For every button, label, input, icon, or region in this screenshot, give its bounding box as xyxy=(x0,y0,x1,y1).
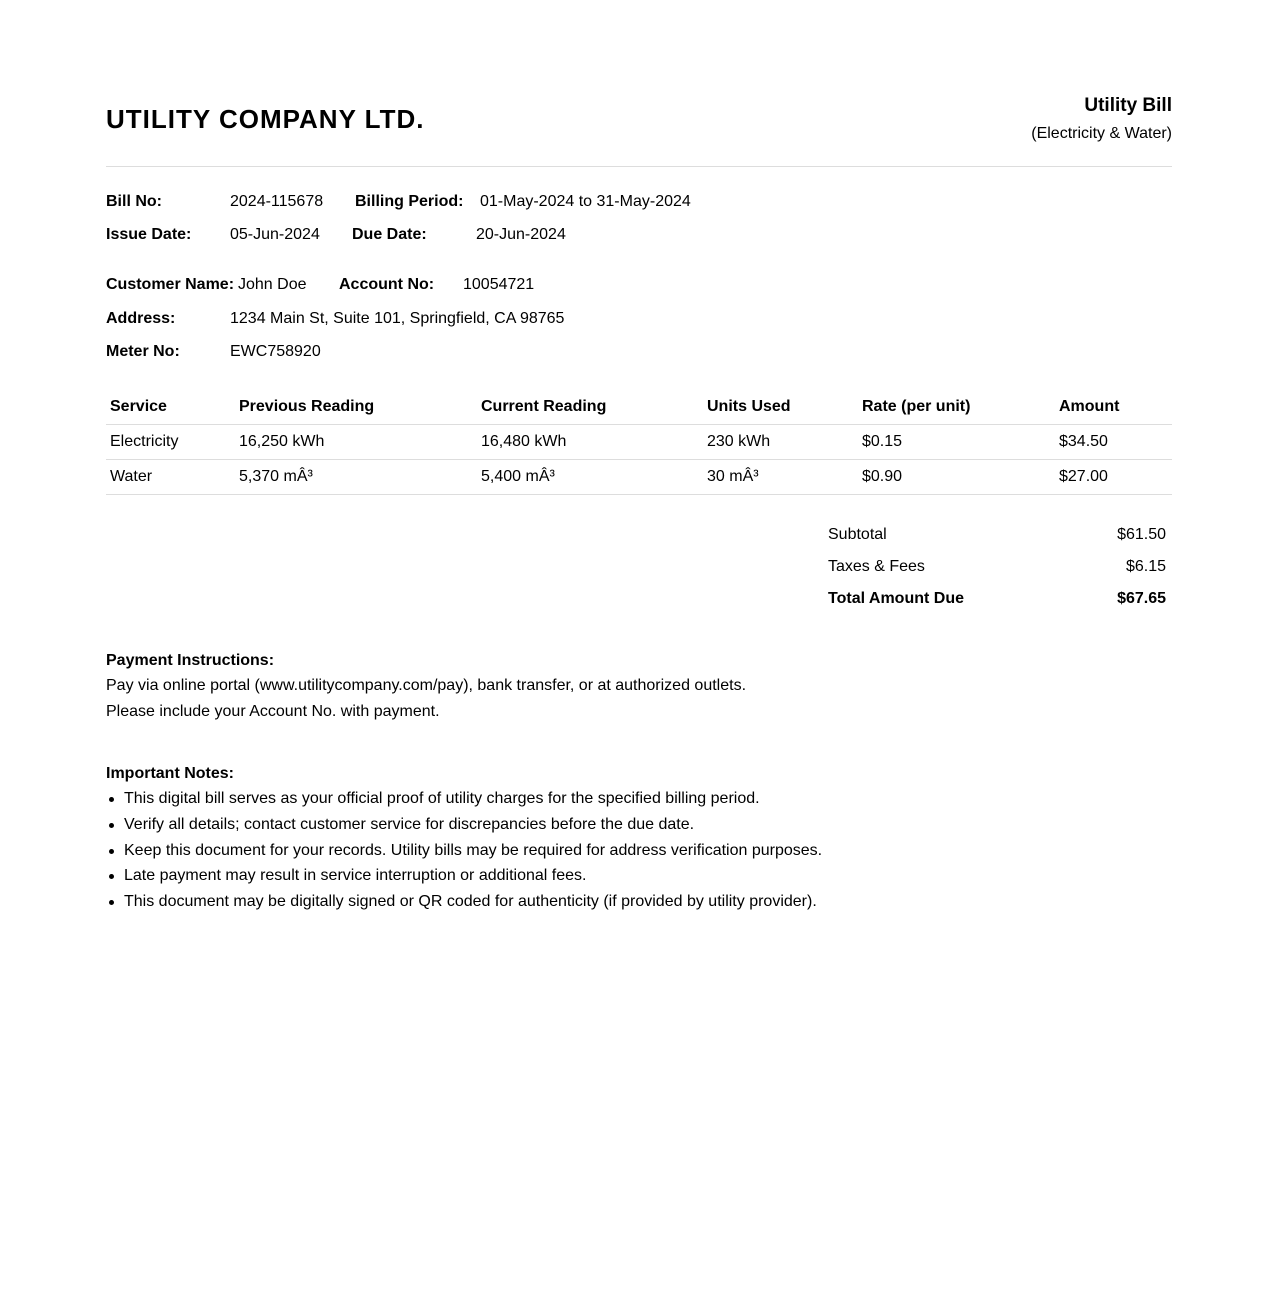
account-no-value: 10054721 xyxy=(463,276,535,293)
address-label: Address: xyxy=(106,310,176,327)
table-header-row xyxy=(106,389,1172,425)
important-notes-title: Important Notes: xyxy=(106,765,234,782)
list-item: This digital bill serves as your official proof of utility charges for the specified billing period. xyxy=(124,786,822,812)
table-cell: $0.90 xyxy=(858,460,1055,495)
table-row xyxy=(106,460,1172,495)
table-cell: 230 kWh xyxy=(703,425,858,460)
subtotal-row xyxy=(828,522,1166,554)
issue-date-value: 05-Jun-2024 xyxy=(230,226,320,243)
customer-name-label: Customer Name: xyxy=(106,276,235,293)
document-title-block xyxy=(1031,94,1172,144)
column-header: Current Reading xyxy=(477,389,703,425)
table-cell: $0.15 xyxy=(858,425,1055,460)
due-date-value: 20-Jun-2024 xyxy=(476,226,566,243)
meter-no-label: Meter No: xyxy=(106,343,180,360)
address-value: 1234 Main St, Suite 101, Springfield, CA 98765 xyxy=(230,310,565,327)
meter-no-value: EWC758920 xyxy=(230,343,321,360)
due-date-label: Due Date: xyxy=(352,226,427,243)
billing-period-value: 01-May-2024 to 31-May-2024 xyxy=(480,193,691,210)
important-notes-list xyxy=(106,786,822,915)
taxes-label: Taxes & Fees xyxy=(828,558,925,575)
column-header: Rate (per unit) xyxy=(858,389,1055,425)
list-item: Late payment may result in service interruption or additional fees. xyxy=(124,863,822,889)
table-cell: 5,370 mÂ³ xyxy=(235,460,477,495)
column-header: Units Used xyxy=(703,389,858,425)
payment-instructions-line-2: Please include your Account No. with payment. xyxy=(106,703,440,720)
column-header: Service xyxy=(106,389,235,425)
table-cell: 30 mÂ³ xyxy=(703,460,858,495)
column-header: Amount xyxy=(1055,389,1172,425)
table-row xyxy=(106,425,1172,460)
total-value: $67.65 xyxy=(1117,590,1166,607)
bill-no-value: 2024-115678 xyxy=(230,193,324,210)
issue-date-label: Issue Date: xyxy=(106,226,192,243)
column-header: Previous Reading xyxy=(235,389,477,425)
subtotal-value: $61.50 xyxy=(1117,526,1166,543)
document-title: Utility Bill xyxy=(1084,95,1172,116)
table-cell: Electricity xyxy=(106,425,235,460)
table-cell: Water xyxy=(106,460,235,495)
services-table xyxy=(106,389,1172,495)
total-label: Total Amount Due xyxy=(828,590,964,607)
company-name: UTILITY COMPANY LTD. xyxy=(106,104,425,134)
table-cell: $27.00 xyxy=(1055,460,1172,495)
bill-header xyxy=(106,92,1172,167)
totals-block xyxy=(828,522,1166,618)
list-item: Verify all details; contact customer service for discrepancies before the due date. xyxy=(124,812,822,838)
list-item: Keep this document for your records. Utility bills may be required for address verification purposes. xyxy=(124,838,822,864)
list-item: This document may be digitally signed or QR coded for authenticity (if provided by utility provider). xyxy=(124,889,822,915)
table-cell: 16,480 kWh xyxy=(477,425,703,460)
account-no-label: Account No: xyxy=(339,276,435,293)
taxes-value: $6.15 xyxy=(1125,558,1166,575)
payment-instructions-title: Payment Instructions: xyxy=(106,652,275,669)
total-row xyxy=(828,586,1166,618)
customer-name-value: John Doe xyxy=(238,276,307,293)
subtotal-label: Subtotal xyxy=(828,526,887,543)
taxes-row xyxy=(828,554,1166,586)
payment-instructions-line-1: Pay via online portal (www.utilitycompany.com/pay), bank transfer, or at authorized outlets. xyxy=(106,677,747,694)
table-cell: 5,400 mÂ³ xyxy=(477,460,703,495)
bill-no-label: Bill No: xyxy=(106,193,162,210)
table-cell: 16,250 kWh xyxy=(235,425,477,460)
table-cell: $34.50 xyxy=(1055,425,1172,460)
billing-period-label: Billing Period: xyxy=(355,193,464,210)
document-subtitle: (Electricity & Water) xyxy=(1031,125,1172,142)
